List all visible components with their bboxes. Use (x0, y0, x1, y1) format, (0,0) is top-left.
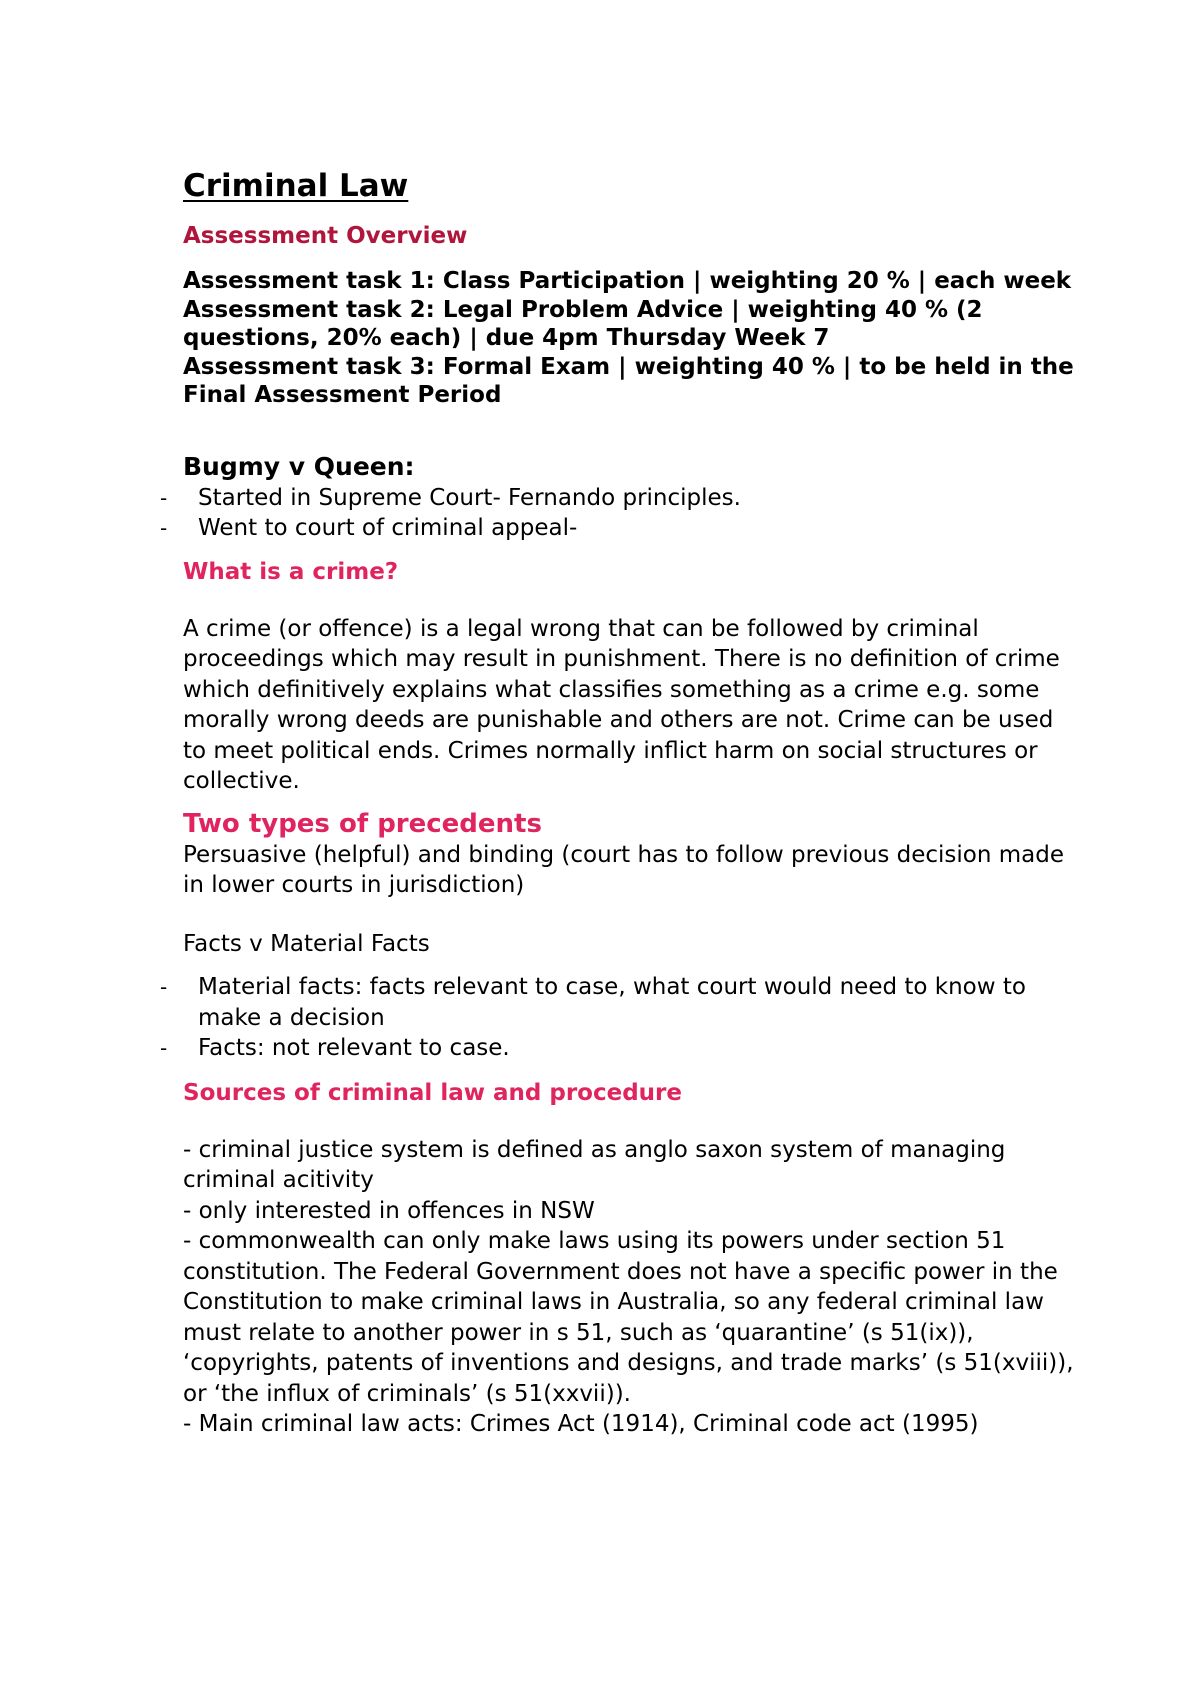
list-item (160, 513, 1083, 544)
sources-line-4: - Main criminal law acts: Crimes Act (1914), Criminal code act (1995) (183, 1411, 979, 1437)
list-item-text: Material facts: facts relevant to case, what court would need to know to make a decision (198, 974, 1026, 1031)
list-item (160, 1033, 1083, 1064)
list-item-text: Facts: not relevant to case. (198, 1035, 510, 1061)
bugmy-list (160, 483, 1083, 544)
sources-line-1: - criminal justice system is defined as anglo saxon system of managing criminal acitivity (183, 1136, 1006, 1193)
bullet-dash: - (160, 485, 168, 510)
assessment-task-3: Assessment task 3: Formal Exam | weighting 40 % | to be held in the Final Assessment Period (183, 353, 1074, 408)
list-item (160, 972, 1083, 1033)
facts-list (160, 972, 1083, 1064)
facts-heading: Facts v Material Facts (183, 930, 430, 957)
precedents-heading: Two types of precedents (183, 808, 542, 839)
assessment-task-list (183, 267, 1083, 410)
list-item-text: Went to court of criminal appeal- (198, 515, 578, 541)
assessment-task-2: Assessment task 2: Legal Problem Advice | weighting 40 % (2 questions, 20% each) | due 4pm Thursday Week 7 (183, 296, 983, 351)
crime-definition-paragraph: A crime (or offence) is a legal wrong that can be followed by criminal proceedings which may result in punishment. There is no definition of crime which definitively explains what classifies something as a crime e.g. some morally wrong deeds are punishable and others are not. Crime can be used to meet political ends. Crimes normally inflict harm on social structures or collective. (183, 615, 1060, 794)
document-page (160, 166, 1083, 1440)
list-item (160, 483, 1083, 514)
precedents-paragraph: Persuasive (helpful) and binding (court has to follow previous decision made in lower courts in jurisdiction) (183, 841, 1064, 898)
assessment-overview-heading: Assessment Overview (183, 223, 468, 249)
document-title: Criminal Law (183, 168, 409, 204)
sources-heading: Sources of criminal law and procedure (183, 1079, 682, 1106)
what-is-a-crime-heading: What is a crime? (183, 558, 399, 585)
assessment-task-1: Assessment task 1: Class Participation | weighting 20 % | each week (183, 268, 1072, 294)
bugmy-case-heading: Bugmy v Queen: (183, 451, 415, 481)
list-item-text: Started in Supreme Court- Fernando principles. (198, 484, 741, 511)
sources-line-3: - commonwealth can only make laws using its powers under section 51 constitution. The Federal Government does not have a specific power in the Constitution to make criminal laws in Australia, so any federal criminal law must relate to another power in s 51, such as ‘quarantine’ (s 51(ix)), ‘copyrights, patents of inventions and designs, and trade marks’ (s 51(xviii)), or ‘the influx of criminals’ (s 51(xxvii)). (183, 1228, 1074, 1407)
bullet-dash: - (160, 975, 168, 999)
sources-body (183, 1135, 1083, 1440)
bullet-dash: - (160, 516, 168, 540)
sources-line-2: - only interested in offences in NSW (183, 1197, 595, 1224)
bullet-dash: - (160, 1036, 168, 1060)
